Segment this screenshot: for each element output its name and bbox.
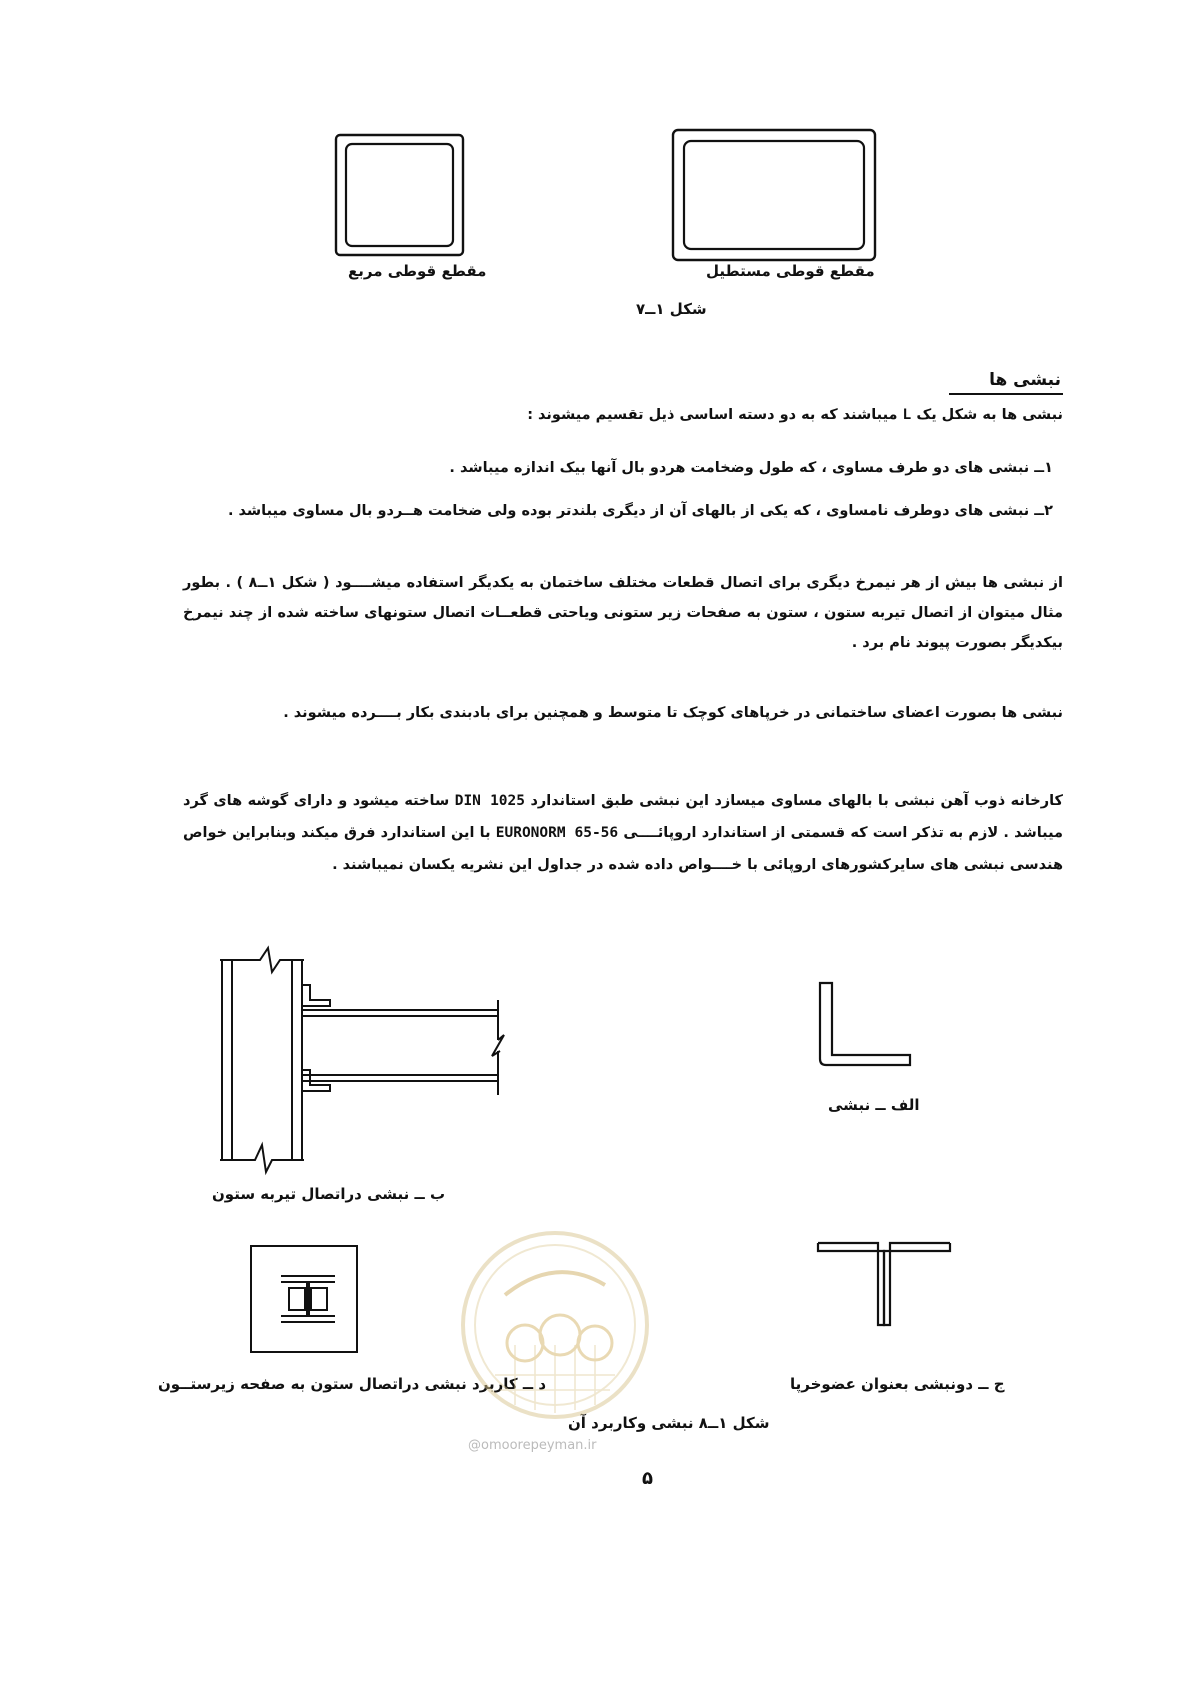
intro-paragraph	[183, 402, 1063, 428]
intro-text-end: میباشند که به دو دسته اساسی ذیل تقسیم میشوند :	[527, 407, 898, 423]
figure-8-caption: شکل ۱ــ۸ نبشی وکاربرد آن	[568, 1414, 770, 1432]
double-angle-drawing	[810, 1235, 960, 1335]
angle-section-drawing	[810, 975, 920, 1075]
watermark-url: @omoorepeyman.ir	[468, 1438, 597, 1453]
intro-letter: L	[902, 407, 912, 423]
square-hollow-section-drawing	[330, 130, 470, 260]
figure-a-label: الف ــ نبشی	[828, 1096, 920, 1114]
figure-d-label: د ــ کاربرد نبشی دراتصال ستون به صفحه زیرستــون	[158, 1375, 547, 1393]
rect-section-label: مقطع قوطی مستطیل	[706, 262, 875, 280]
page-number: ۵	[642, 1468, 653, 1489]
paragraph-connections: از نبشی ها بیش از هر نیمرخ دیگری برای اتصال قطعات مختلف ساختمان به یکدیگر استفاده میشــــود ( شکل ۱ــ۸ ) . بطور مثال میتوان از اتصال تیربه ستون ، ستون به صفحات زیر ستونی ویاحتی قطعــات اتصال ستونهای ساخته شده از چند نیمرخ بیکدیگر بصورت پیوند نام برد .	[183, 575, 1063, 651]
section-heading: نبشی ها	[949, 370, 1063, 395]
figure-7-caption: شکل ۱ــ۷	[636, 300, 707, 318]
para3-text-b: ساخته میشود و دارای گوشه های گرد میباشد . لازم به تذکر است که قسمتی از استاندارد اروپائــــی	[183, 793, 1063, 841]
para3-text-c: با این استاندارد فرق میکند وبنابراین خواص هندسی نبشی های سایرکشورهای اروپائی با خــــواص داده شده در جداول این نشریه یکسان نمیباشند .	[183, 825, 1063, 873]
intro-text: نبشی ها به شکل یک	[916, 407, 1063, 423]
list-item-2: ۲ــ نبشی های دوطرف نامساوی ، که یکی از بالهای آن از دیگری بلندتر بوده ولی ضخامت هــردو بال مساوی میباشد .	[227, 503, 1053, 519]
paragraph-standards	[183, 785, 1063, 881]
brand-watermark-logo	[455, 1225, 655, 1425]
figure-b-label: ب ــ نبشی دراتصال تیربه ستون	[212, 1185, 446, 1203]
column-base-plate-drawing	[245, 1240, 365, 1360]
paragraph-trusses: نبشی ها بصورت اعضای ساختمانی در خرپاهای کوچک تا متوسط و همچنین برای بادبندی بکار بــــرده میشوند .	[283, 705, 1063, 721]
list-item-1: ۱ــ نبشی های دو طرف مساوی ، که طول وضخامت هردو بال آنها بیک اندازه میباشد .	[449, 460, 1053, 476]
square-section-label: مقطع قوطی مربع	[348, 262, 487, 280]
euronorm-standard: EURONORM 65-56	[495, 825, 619, 841]
din-standard: DIN 1025	[454, 793, 525, 809]
rect-hollow-section-drawing	[665, 125, 880, 265]
beam-column-connection-drawing	[210, 940, 530, 1180]
para3-text-a: کارخانه ذوب آهن نبشی با بالهای مساوی میسازد این نبشی طبق استاندارد	[530, 793, 1063, 809]
figure-c-label: ج ــ دونبشی بعنوان عضوخرپا	[790, 1375, 1005, 1393]
